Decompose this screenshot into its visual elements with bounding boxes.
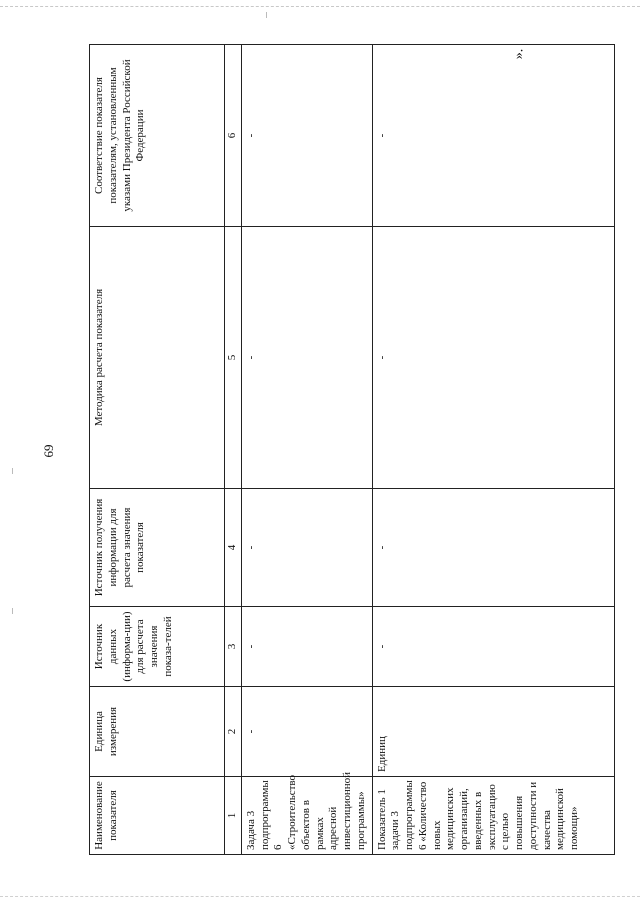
cell-data-source: - [372,607,614,687]
header-compliance: Соответствие показателя показателям, установленным указами Президента Российской Федерации [90,45,225,227]
scan-tick [266,12,267,18]
column-number: 2 [225,687,242,777]
cell-unit: Единиц [372,687,614,777]
column-number: 5 [225,227,242,489]
rotated-table-container [89,45,639,855]
header-data-source: Источник данных (информа-ции) для расчета значения показа-телей [90,607,225,687]
column-number: 3 [225,607,242,687]
closing-quote-mark: ». [511,48,527,60]
cell-info-source: - [241,489,372,607]
cell-method: - [372,227,614,489]
header-info-source: Источник получения информации для расчета значения показателя [90,489,225,607]
cell-unit: - [241,687,372,777]
column-number-row [225,45,242,855]
header-unit: Единица измерения [90,687,225,777]
scan-artifact-top [0,6,640,7]
column-number: 1 [225,777,242,855]
cell-method: - [241,227,372,489]
cell-name: Показатель 1 задачи 3 подпрограммы 6 «Количество новых медицинских организаций, введенных в эксплуатацию с целью повышения доступности и качества медицинской помощи» [372,777,614,855]
table-row [241,45,372,855]
cell-name: Задача 3 подпрограммы 6 «Строительство объектов в рамках адресной инвестиционной программы» [241,777,372,855]
scan-artifact-bottom [0,896,640,897]
cell-data-source: - [241,607,372,687]
scan-tick [12,468,13,474]
cell-compliance: - [241,45,372,227]
column-number: 6 [225,45,242,227]
page-number: 69 [41,444,56,458]
cell-info-source: - [372,489,614,607]
indicators-table [89,44,615,855]
table-header-row [90,45,225,855]
header-calc-method: Методика расчета показателя [90,227,225,489]
scan-tick [12,608,13,614]
cell-compliance: - [372,45,614,227]
table-row [372,45,614,855]
column-number: 4 [225,489,242,607]
header-indicator-name: Наименование показателя [90,777,225,855]
